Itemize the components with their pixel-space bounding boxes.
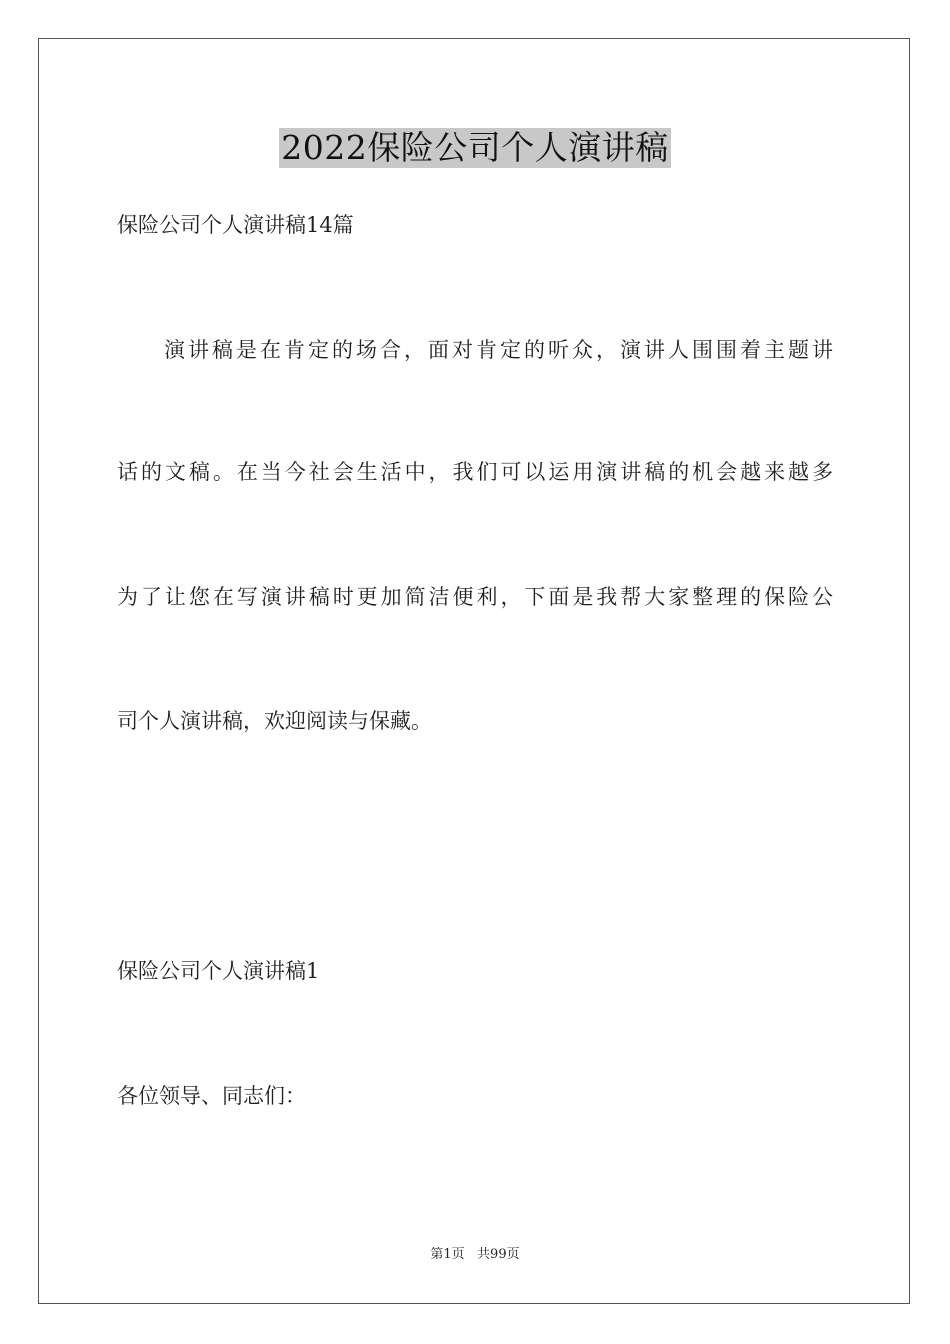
intro-line-2: 话的文稿。在当今社会生活中，我们可以运用演讲稿的机会越来越多 [117, 460, 833, 484]
page-number-footer: 第1页 共99页 [430, 1247, 520, 1262]
document-subtitle: 保险公司个人演讲稿14篇 [117, 213, 354, 237]
section-heading: 保险公司个人演讲稿1 [117, 959, 320, 983]
intro-line-1: 演讲稿是在肯定的场合，面对肯定的听众，演讲人围围着主题讲 [164, 338, 833, 362]
intro-line-3: 为了让您在写演讲稿时更加简洁便利，下面是我帮大家整理的保险公 [117, 585, 833, 609]
title-container [0, 128, 950, 168]
salutation: 各位领导、同志们： [117, 1084, 306, 1108]
intro-line-4: 司个人演讲稿，欢迎阅读与保藏。 [117, 709, 432, 733]
document-title: 2022保险公司个人演讲稿 [281, 128, 669, 167]
